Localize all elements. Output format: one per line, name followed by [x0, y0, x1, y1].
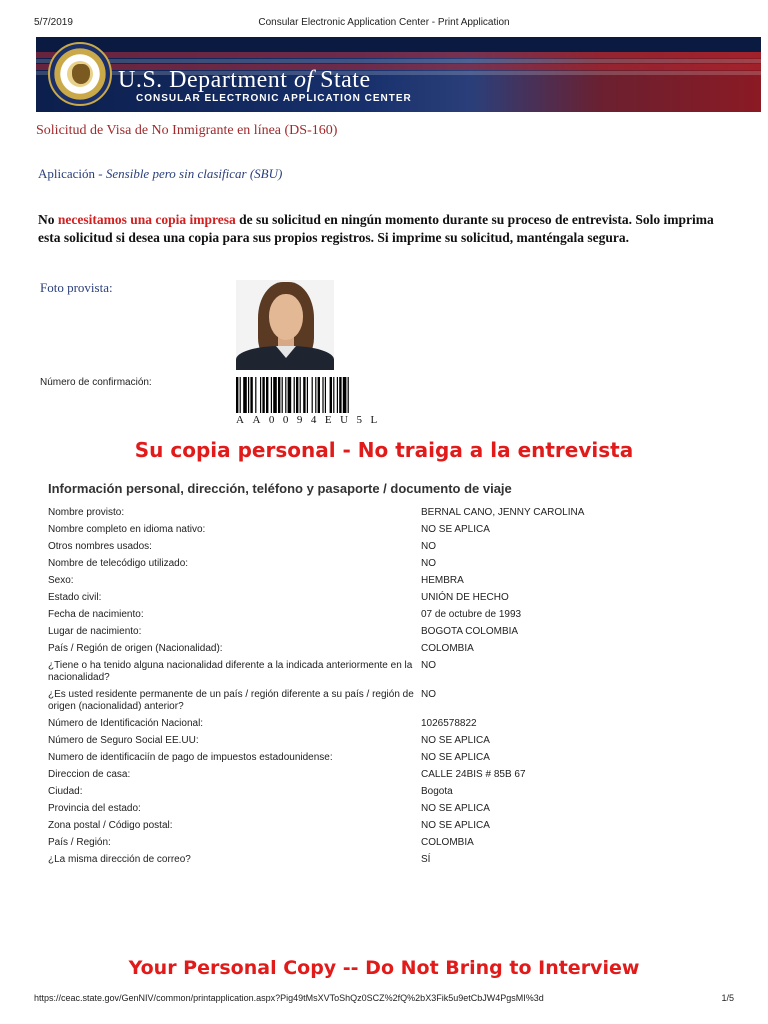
table-row [48, 638, 728, 655]
state-department-seal-icon [48, 42, 112, 106]
print-header [0, 17, 768, 31]
row-label: Zona postal / Código postal: [48, 820, 173, 831]
row-value: HEMBRA [421, 575, 464, 586]
print-title: Consular Electronic Application Center - Print Application [258, 17, 510, 28]
row-value: NO SE APLICA [421, 524, 490, 535]
confirmation-label: Número de confirmación: [40, 377, 152, 388]
row-label: País / Región de origen (Nacionalidad): [48, 643, 223, 654]
row-label: Ciudad: [48, 786, 83, 797]
row-value: NO SE APLICA [421, 735, 490, 746]
row-label: ¿La misma dirección de correo? [48, 854, 191, 865]
row-label: Lugar de nacimiento: [48, 626, 142, 637]
personal-info-table [48, 502, 728, 866]
row-value: NO SE APLICA [421, 752, 490, 763]
row-value: NO [421, 558, 436, 569]
row-value: NO SE APLICA [421, 803, 490, 814]
row-value: BERNAL CANO, JENNY CAROLINA [421, 507, 585, 518]
banner-subtitle: CONSULAR ELECTRONIC APPLICATION CENTER [136, 93, 412, 104]
table-row [48, 536, 728, 553]
row-label: ¿Tiene o ha tenido alguna nacionalidad diferente a la indicada anteriormente en la nacionalidad? [48, 660, 413, 683]
row-label: ¿Es usted residente permanente de un país / región diferente a su país / región de origen (nacionalidad) anterior? [48, 689, 414, 712]
row-value: UNIÓN DE HECHO [421, 592, 509, 603]
row-label: Sexo: [48, 575, 74, 586]
row-value: Bogota [421, 786, 453, 797]
warning-english: Your Personal Copy -- Do Not Bring to Interview [128, 957, 640, 979]
row-label: Direccion de casa: [48, 769, 131, 780]
warning-spanish: Su copia personal - No traiga a la entrevista [134, 438, 634, 462]
row-value: COLOMBIA [421, 643, 474, 654]
row-value: CALLE 24BIS # 85B 67 [421, 769, 526, 780]
table-row [48, 519, 728, 536]
section-title: Información personal, dirección, teléfono y pasaporte / documento de viaje [48, 481, 512, 496]
row-value: NO [421, 541, 436, 552]
row-label: Nombre completo en idioma nativo: [48, 524, 206, 535]
row-label: Nombre provisto: [48, 507, 125, 518]
footer-url: https://ceac.state.gov/GenNIV/common/printapplication.aspx?Pig49tMsXVToShQz0SCZ%2fQ%2bX3Fik5u9etCbJW4PgsMI%3d [34, 993, 544, 1003]
row-label: Número de Identificación Nacional: [48, 718, 204, 729]
state-department-banner [36, 37, 761, 112]
table-row [48, 587, 728, 604]
confirmation-number: AA0094EU5L [236, 414, 386, 426]
applicant-photo [236, 280, 334, 370]
table-row [48, 815, 728, 832]
row-label: Otros nombres usados: [48, 541, 152, 552]
row-label: Nombre de telecódigo utilizado: [48, 558, 189, 569]
row-value: BOGOTA COLOMBIA [421, 626, 519, 637]
table-row [48, 730, 728, 747]
row-value: 1026578822 [421, 718, 477, 729]
photo-label: Foto provista: [40, 280, 113, 295]
row-value: NO SE APLICA [421, 820, 490, 831]
row-label: Numero de identificaciín de pago de impuestos estadounidense: [48, 752, 333, 763]
table-row [48, 764, 728, 781]
table-row [48, 747, 728, 764]
notice-highlight: necesitamos una copia impresa [57, 212, 236, 227]
table-row [48, 553, 728, 570]
table-row [48, 604, 728, 621]
department-name: U.S. Department of State [118, 67, 371, 93]
confirmation-barcode [236, 377, 412, 413]
table-row [48, 832, 728, 849]
row-label: Provincia del estado: [48, 803, 141, 814]
print-footer [0, 993, 768, 1007]
row-value: 07 de octubre de 1993 [421, 609, 522, 620]
application-classification: Aplicación - Sensible pero sin clasificar (SBU) [38, 166, 283, 181]
table-row [48, 713, 728, 730]
table-row [48, 849, 728, 866]
table-row [48, 798, 728, 815]
table-row [48, 502, 728, 519]
table-row [48, 781, 728, 798]
table-row [48, 621, 728, 638]
row-label: Número de Seguro Social EE.UU: [48, 735, 199, 746]
row-label: País / Región: [48, 837, 111, 848]
table-row [48, 684, 728, 713]
row-label: Estado civil: [48, 592, 102, 603]
row-value: NO [421, 660, 436, 671]
row-label: Fecha de nacimiento: [48, 609, 144, 620]
form-title: Solicitud de Visa de No Inmigrante en línea (DS-160) [36, 123, 338, 138]
table-row [48, 655, 728, 684]
row-value: COLOMBIA [421, 837, 474, 848]
print-date: 5/7/2019 [34, 17, 73, 28]
page-number: 1/5 [721, 993, 734, 1003]
row-value: SÍ [421, 854, 431, 865]
row-value: NO [421, 689, 436, 700]
print-notice: No necesitamos una copia impresa de su solicitud en ningún momento durante su proceso de entrevista. Solo imprima esta solicitud si desea una copia para sus propios registros. Si imprime su solicitud, manténgala segura. [38, 212, 714, 245]
table-row [48, 570, 728, 587]
